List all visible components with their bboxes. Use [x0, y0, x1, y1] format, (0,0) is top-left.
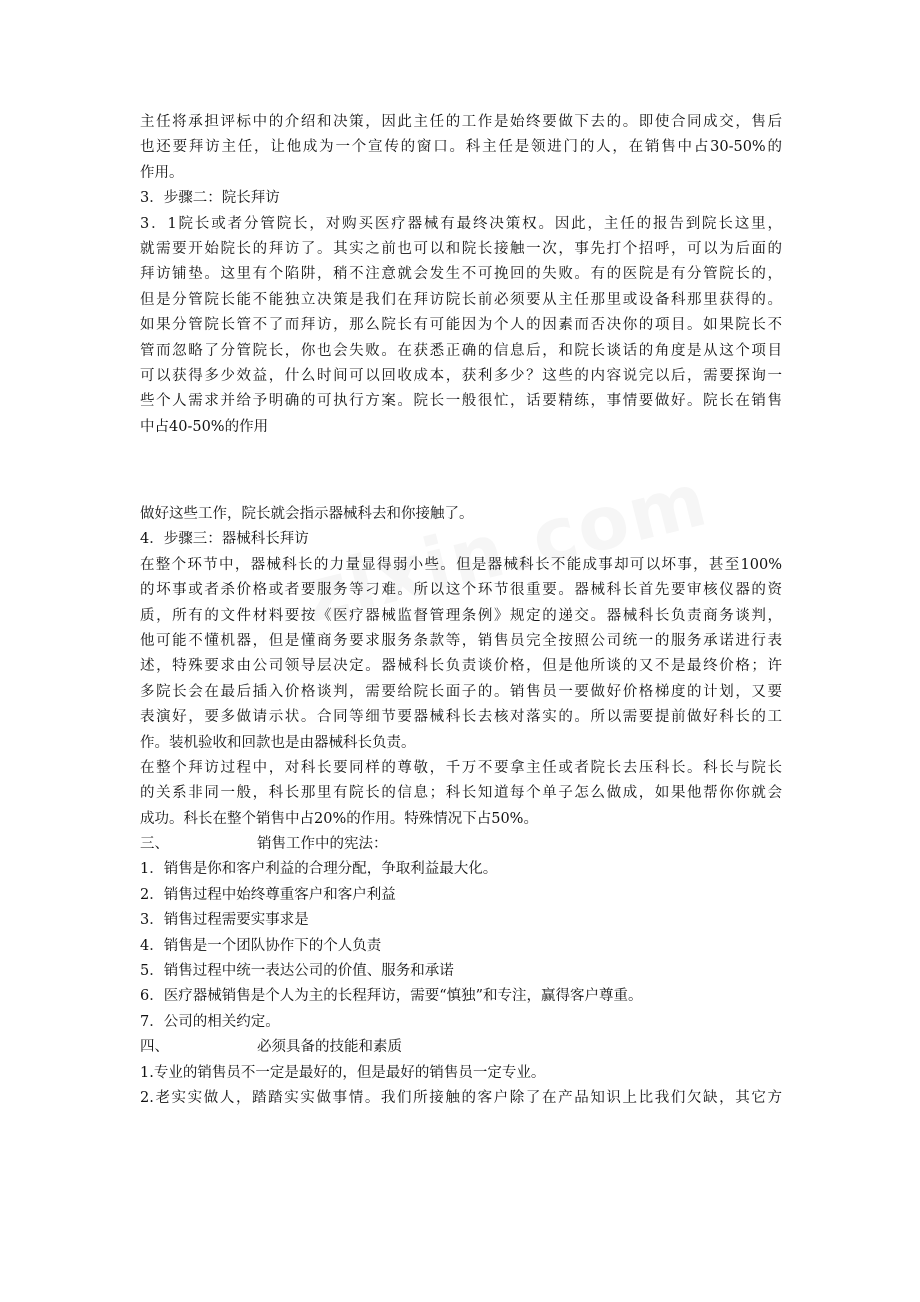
section-heading-constitution	[140, 832, 782, 857]
list-item: 1.专业的销售员不一定是最好的，但是最好的销售员一定专业。	[140, 1064, 546, 1081]
list-item: 3．销售过程需要实事求是	[140, 912, 309, 929]
step-heading: 3．步骤二：院长拜访	[140, 190, 280, 207]
paragraph-line: 但是分管院长能不能独立决策是我们在拜访院长前必须要从主任那里或设备科那里获得的。	[140, 291, 782, 308]
paragraph-line: 在整个环节中，器械科长的力量显得弱小些。但是器械科长不能成事却可以坏事，甚至100%	[140, 556, 782, 573]
paragraph-line: 多院长会在最后插入价格谈判，需要给院长面子的。销售员一要做好价格梯度的计划，又要	[140, 683, 782, 700]
paragraph-line: 主任将承担评标中的介绍和决策，因此主任的工作是始终要做下去的。即使合同成交，售后	[140, 114, 782, 130]
paragraph-line: 表演好，要多做请示状。合同等细节要器械科长去核对落实的。所以需要提前做好科长的工	[140, 709, 782, 726]
heading-text: 销售工作中的宪法：	[257, 836, 388, 853]
paragraph-line: 3．1院长或者分管院长，对购买医疗器械有最终决策权。因此，主任的报告到院长这里，	[140, 215, 782, 232]
heading-text: 必须具备的技能和素质	[257, 1039, 402, 1056]
list-item: 7．公司的相关约定。	[140, 1013, 280, 1030]
paragraph-line: 质，所有的文件材料要按《医疗器械监督管理条例》规定的递交。器械科长负责商务谈判，	[140, 607, 782, 624]
list-item: 1．销售是你和客户利益的合理分配，争取利益最大化。	[140, 861, 498, 878]
paragraph-line: 管而忽略了分管院长，你也会失败。在获悉正确的信息后，和院长谈话的角度是从这个项目	[140, 342, 782, 359]
paragraph-line: 的关系非同一般，科长那里有院长的信息；科长知道每个单子怎么做成，如果他帮你你就会	[140, 785, 782, 802]
paragraph-line: 作。装机验收和回款也是由器械科长负责。	[140, 734, 416, 751]
paragraph-line: 如果分管院长管不了而拜访，那么院长有可能因为个人的因素而否决你的项目。如果院长不	[140, 317, 782, 334]
list-item: 5．销售过程中统一表达公司的价值、服务和承诺	[140, 963, 454, 980]
list-item: 2.老实实做人，踏踏实实做事情。我们所接触的客户除了在产品知识上比我们欠缺，其它方	[140, 1089, 782, 1106]
paragraph-line: 就需要开始院长的拜访了。其实之前也可以和院长接触一次，事先打个招呼，可以为后面的	[140, 240, 782, 257]
paragraph-line: 成功。科长在整个销售中占20%的作用。特殊情况下占50%。	[140, 810, 538, 827]
paragraph-line: 也还要拜访主任，让他成为一个宣传的窗口。科主任是领进门的人，在销售中占30-50%的	[140, 139, 782, 156]
heading-number: 三、	[140, 836, 169, 853]
paragraph-line: 他可能不懂机器，但是懂商务要求服务条款等，销售员完全按照公司统一的服务承诺进行表	[140, 632, 782, 649]
paragraph-line: 做好这些工作，院长就会指示器械科去和你接触了。	[140, 506, 474, 522]
section-heading-skills	[140, 1035, 782, 1060]
section-director-visit	[140, 110, 782, 440]
list-item: 6．医疗器械销售是个人为主的长程拜访，需要“慎独”和专注，赢得客户尊重。	[140, 988, 643, 1005]
paragraph-line: 些个人需求并给予明确的可执行方案。院长一般很忙，话要精练，事情要做好。院长在销售	[140, 393, 782, 410]
paragraph-line: 中占40-50%的作用	[140, 418, 269, 435]
section-equipment-visit	[140, 502, 782, 1111]
paragraph-line: 在整个拜访过程中，对科长要同样的尊敬，千万不要拿主任或者院长去压科长。科长与院长	[140, 759, 782, 776]
paragraph-line: 作用。	[140, 164, 184, 181]
step-heading: 4．步骤三：器械科长拜访	[140, 531, 309, 548]
paragraph-line: 的坏事或者杀价格或者要服务等刁难。所以这个环节很重要。器械科长首先要审核仪器的资	[140, 582, 782, 599]
paragraph-line: 述，特殊要求由公司领导层决定。器械科长负责谈价格，但是他所谈的又不是最终价格；许	[140, 658, 782, 675]
paragraph-line: 拜访铺垫。这里有个陷阱，稍不注意就会发生不可挽回的失败。有的医院是有分管院长的，	[140, 266, 782, 283]
heading-number: 四、	[140, 1039, 169, 1056]
list-item: 2．销售过程中始终尊重客户和客户利益	[140, 886, 396, 903]
list-item: 4．销售是一个团队协作下的个人负责	[140, 937, 382, 954]
paragraph-line: 可以获得多少效益，什么时间可以回收成本，获利多少？这些的内容说完以后，需要探询一	[140, 367, 782, 384]
